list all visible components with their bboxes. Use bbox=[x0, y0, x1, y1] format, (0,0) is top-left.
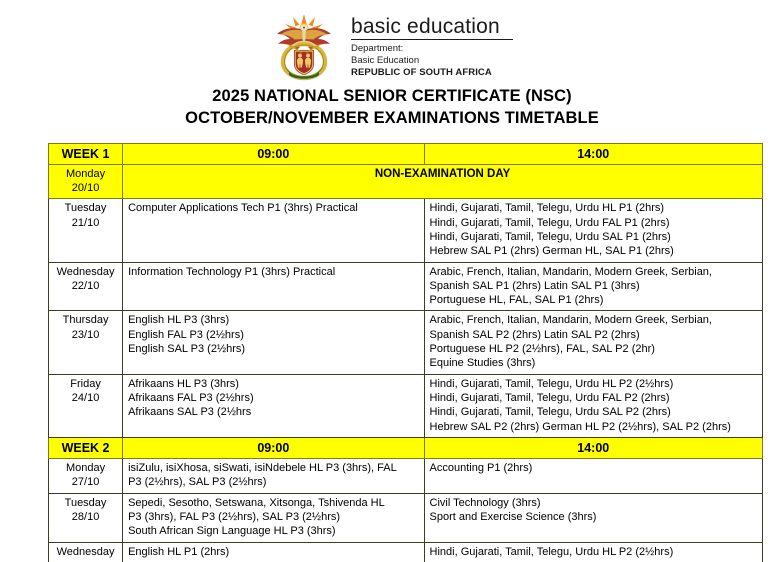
day-name: Wednesday bbox=[56, 545, 115, 558]
afternoon-subject-line: Portuguese HL, FAL, SAL P1 (2hrs) bbox=[429, 294, 604, 307]
letterhead bbox=[0, 0, 784, 76]
day-name: Wednesday bbox=[56, 265, 115, 278]
afternoon-subject-line: Hindi, Gujarati, Tamil, Telegu, Urdu SAL P2 (2hrs) bbox=[429, 406, 671, 419]
non-examination-day-cell: NON-EXAMINATION DAY bbox=[123, 164, 763, 199]
week-label: WEEK 2 bbox=[49, 437, 123, 458]
afternoon-session-cell bbox=[424, 459, 762, 494]
morning-subject-line: South African Sign Language HL P3 (3hrs) bbox=[128, 525, 336, 538]
morning-session-cell bbox=[123, 542, 424, 562]
day-cell bbox=[49, 542, 123, 562]
morning-session-cell bbox=[123, 311, 424, 374]
morning-subject-line: Afrikaans HL P3 (3hrs) bbox=[128, 377, 239, 390]
day-date: 23/10 bbox=[71, 328, 100, 341]
day-name: Tuesday bbox=[64, 202, 107, 215]
afternoon-session-cell bbox=[424, 493, 762, 542]
day-name: Friday bbox=[70, 377, 101, 390]
morning-session-cell bbox=[123, 493, 424, 542]
morning-subject-line: English HL P1 (2hrs) bbox=[128, 545, 230, 558]
afternoon-subject-line: Hindi, Gujarati, Tamil, Telegu, Urdu SAL P1 (2hrs) bbox=[429, 230, 671, 243]
day-cell bbox=[49, 459, 123, 494]
south-african-coat-of-arms-icon bbox=[271, 12, 337, 82]
session-header-afternoon: 14:00 bbox=[424, 437, 762, 458]
afternoon-subject-line: Hindi, Gujarati, Tamil, Telegu, Urdu HL P2 (2½hrs) bbox=[429, 545, 674, 558]
session-header-morning: 09:00 bbox=[123, 143, 424, 164]
morning-subject-line: English SAL P3 (2½hrs) bbox=[128, 343, 246, 356]
session-header-afternoon: 14:00 bbox=[424, 143, 762, 164]
afternoon-subject-line: Arabic, French, Italian, Mandarin, Modern Greek, Serbian, bbox=[429, 265, 712, 278]
afternoon-session-cell bbox=[424, 262, 762, 311]
afternoon-subject-line: Hebrew SAL P1 (2hrs) German HL, SAL P1 (2hrs) bbox=[429, 245, 674, 258]
timetable-container bbox=[48, 143, 763, 562]
afternoon-subject-line: Equine Studies (3hrs) bbox=[429, 357, 536, 370]
day-cell bbox=[49, 199, 123, 262]
day-date: 24/10 bbox=[71, 391, 100, 404]
morning-subject-line: Information Technology P1 (3hrs) Practical bbox=[128, 265, 336, 278]
morning-subject-line: Afrikaans FAL P3 (2½hrs) bbox=[128, 391, 254, 404]
day-cell bbox=[49, 374, 123, 437]
page-title-line-2: OCTOBER/NOVEMBER EXAMINATIONS TIMETABLE bbox=[185, 108, 599, 127]
afternoon-subject-line: Spanish SAL P2 (2hrs) Latin SAL P2 (2hrs) bbox=[429, 328, 640, 341]
afternoon-session-cell bbox=[424, 199, 762, 262]
brand-block bbox=[351, 16, 513, 78]
morning-subject-line: P3 (2½hrs), SAL P3 (2½hrs) bbox=[128, 476, 267, 489]
country-line: REPUBLIC OF SOUTH AFRICA bbox=[351, 66, 492, 78]
day-name: Thursday bbox=[62, 314, 109, 327]
day-date: 21/10 bbox=[71, 216, 100, 229]
timetable-row bbox=[49, 311, 763, 374]
day-date: 28/10 bbox=[71, 510, 100, 523]
timetable-row bbox=[49, 164, 763, 199]
week-header-row bbox=[49, 143, 763, 164]
timetable-body bbox=[49, 143, 763, 562]
brand-title: basic education bbox=[351, 16, 513, 40]
morning-session-cell bbox=[123, 262, 424, 311]
day-cell bbox=[49, 493, 123, 542]
morning-session-cell bbox=[123, 199, 424, 262]
brand-subtitle bbox=[351, 43, 513, 78]
week-label: WEEK 1 bbox=[49, 143, 123, 164]
week-header-row bbox=[49, 437, 763, 458]
morning-session-cell bbox=[123, 374, 424, 437]
morning-subject-line: English FAL P3 (2½hrs) bbox=[128, 328, 244, 341]
exam-timetable bbox=[48, 143, 763, 562]
day-date: 27/10 bbox=[71, 476, 100, 489]
afternoon-subject-line: Civil Technology (3hrs) bbox=[429, 496, 541, 509]
timetable-row bbox=[49, 199, 763, 262]
afternoon-subject-line: Spanish SAL P1 (2hrs) Latin SAL P1 (3hrs) bbox=[429, 279, 640, 292]
day-cell bbox=[49, 262, 123, 311]
morning-session-cell bbox=[123, 459, 424, 494]
page-title-line-1: 2025 NATIONAL SENIOR CERTIFICATE (NSC) bbox=[212, 87, 572, 105]
morning-subject-line: Afrikaans SAL P3 (2½hrs bbox=[128, 406, 252, 419]
day-date: 22/10 bbox=[71, 279, 100, 292]
timetable-row bbox=[49, 262, 763, 311]
afternoon-subject-line: Accounting P1 (2hrs) bbox=[429, 462, 533, 475]
afternoon-subject-line: Hebrew SAL P2 (2hrs) German HL P2 (2½hrs), SAL P2 (2hrs) bbox=[429, 420, 731, 433]
department-name: Basic Education bbox=[351, 54, 420, 66]
timetable-row bbox=[49, 493, 763, 542]
day-name: Tuesday bbox=[64, 496, 107, 509]
afternoon-session-cell bbox=[424, 374, 762, 437]
afternoon-session-cell bbox=[424, 311, 762, 374]
timetable-row bbox=[49, 459, 763, 494]
afternoon-subject-line: Hindi, Gujarati, Tamil, Telegu, Urdu FAL P1 (2hrs) bbox=[429, 216, 670, 229]
day-name: Monday bbox=[65, 167, 106, 180]
afternoon-session-cell bbox=[424, 542, 762, 562]
afternoon-subject-line: Hindi, Gujarati, Tamil, Telegu, Urdu FAL P2 (2hrs) bbox=[429, 391, 670, 404]
department-line: Department: bbox=[351, 43, 404, 55]
day-name: Monday bbox=[65, 462, 106, 475]
timetable-row bbox=[49, 374, 763, 437]
afternoon-subject-line: Hindi, Gujarati, Tamil, Telegu, Urdu HL P2 (2½hrs) bbox=[429, 377, 674, 390]
afternoon-subject-line: Sport and Exercise Science (3hrs) bbox=[429, 510, 597, 523]
day-cell bbox=[49, 311, 123, 374]
day-date: 20/10 bbox=[71, 182, 100, 195]
morning-subject-line: P3 (3hrs), FAL P3 (2½hrs), SAL P3 (2½hrs) bbox=[128, 510, 341, 523]
session-header-morning: 09:00 bbox=[123, 437, 424, 458]
afternoon-subject-line: Hindi, Gujarati, Tamil, Telegu, Urdu HL P1 (2hrs) bbox=[429, 202, 665, 215]
morning-subject-line: Computer Applications Tech P1 (3hrs) Practical bbox=[128, 202, 358, 215]
page-title bbox=[0, 86, 784, 130]
day-cell bbox=[49, 164, 123, 199]
morning-subject-line: Sepedi, Sesotho, Setswana, Xitsonga, Tshivenda HL bbox=[128, 496, 385, 509]
timetable-row bbox=[49, 542, 763, 562]
morning-subject-line: isiZulu, isiXhosa, siSwati, isiNdebele HL P3 (3hrs), FAL bbox=[128, 462, 397, 475]
afternoon-subject-line: Arabic, French, Italian, Mandarin, Modern Greek, Serbian, bbox=[429, 314, 712, 327]
morning-subject-line: English HL P3 (3hrs) bbox=[128, 314, 230, 327]
afternoon-subject-line: Portuguese HL P2 (2½hrs), FAL, SAL P2 (2hr) bbox=[429, 343, 655, 356]
